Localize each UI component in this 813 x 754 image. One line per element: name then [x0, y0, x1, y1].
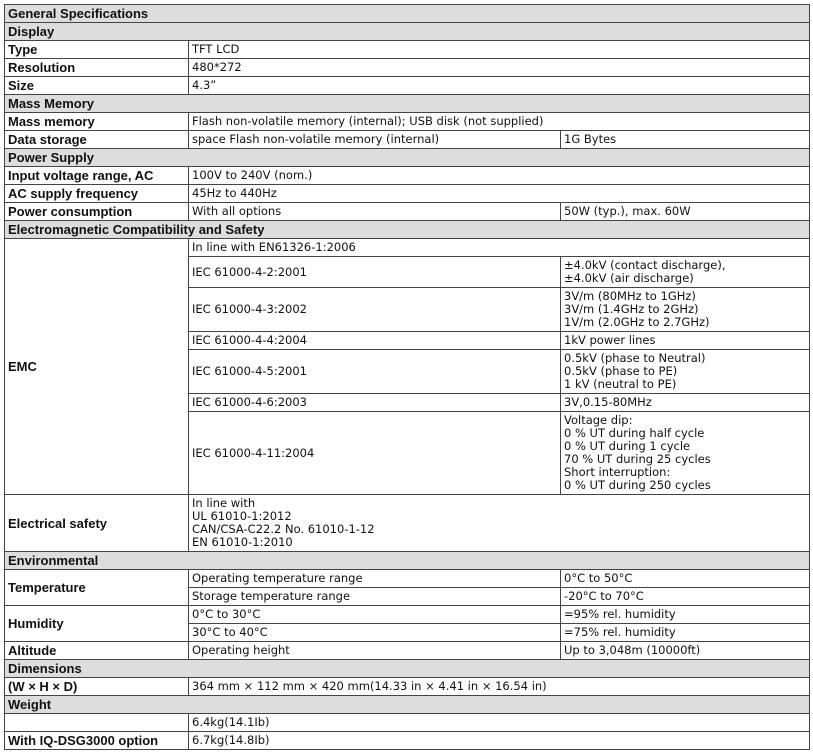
table-row	[5, 714, 810, 732]
value-line: 1V/m (2.0GHz to 2.7GHz)	[564, 315, 710, 329]
row-label: Resolution	[5, 59, 189, 77]
row-value: Up to 3,048m (10000ft)	[561, 642, 810, 660]
row-description: 30°C to 40°C	[189, 624, 561, 642]
value-line: 0.5kV (phase to Neutral)	[564, 351, 706, 365]
section-dimensions: Dimensions	[5, 660, 810, 678]
standard-value	[561, 412, 810, 495]
table-row	[5, 732, 810, 750]
row-value: 480*272	[189, 59, 810, 77]
row-label: Mass memory	[5, 113, 189, 131]
value-line: 0.5kV (phase to PE)	[564, 364, 678, 378]
value-line: CAN/CSA-C22.2 No. 61010-1-12	[192, 522, 375, 536]
row-value: TFT LCD	[189, 41, 810, 59]
value-line: 0 % UT during 1 cycle	[564, 439, 691, 453]
row-description: Operating temperature range	[189, 570, 561, 588]
row-label: (W × H × D)	[5, 678, 189, 696]
value-line: EN 61010-1:2010	[192, 535, 293, 549]
row-description: Operating height	[189, 642, 561, 660]
table-row	[5, 131, 810, 149]
standard-name: IEC 61000-4-11:2004	[189, 412, 561, 495]
section-display: Display	[5, 23, 810, 41]
table-row	[5, 41, 810, 59]
standard-value	[561, 350, 810, 394]
row-value: 50W (typ.), max. 60W	[561, 203, 810, 221]
row-label: Power consumption	[5, 203, 189, 221]
spec-table	[4, 4, 810, 750]
table-row	[5, 239, 810, 257]
section-emc-safety: Electromagnetic Compatibility and Safety	[5, 221, 810, 239]
row-label: Size	[5, 77, 189, 95]
row-value: 1G Bytes	[561, 131, 810, 149]
value-line: 3V/m (80MHz to 1GHz)	[564, 289, 696, 303]
row-value: In line with EN61326-1:2006	[189, 239, 810, 257]
table-row	[5, 495, 810, 552]
table-row	[5, 77, 810, 95]
value-line: UL 61010-1:2012	[192, 509, 292, 523]
table-row	[5, 185, 810, 203]
value-line: 0 % UT during half cycle	[564, 426, 705, 440]
standard-name: IEC 61000-4-6:2003	[189, 394, 561, 412]
row-label: Electrical safety	[5, 495, 189, 552]
row-label: EMC	[5, 239, 189, 495]
row-value: 4.3”	[189, 77, 810, 95]
row-value: 100V to 240V (nom.)	[189, 167, 810, 185]
standard-value	[561, 257, 810, 288]
row-value: =95% rel. humidity	[561, 606, 810, 624]
section-environmental: Environmental	[5, 552, 810, 570]
table-title: General Specifications	[5, 5, 810, 23]
table-row	[5, 59, 810, 77]
value-line: 1 kV (neutral to PE)	[564, 377, 677, 391]
row-label: With IQ-DSG3000 option	[5, 732, 189, 750]
row-label: Humidity	[5, 606, 189, 642]
row-label	[5, 714, 189, 732]
section-power-supply: Power Supply	[5, 149, 810, 167]
value-line: 0 % UT during 250 cycles	[564, 478, 711, 492]
standard-name: IEC 61000-4-3:2002	[189, 288, 561, 332]
row-value: 6.7kg(14.8Ib)	[189, 732, 810, 750]
value-line: Short interruption:	[564, 465, 671, 479]
row-value: 45Hz to 440Hz	[189, 185, 810, 203]
value-line: ±4.0kV (air discharge)	[564, 271, 694, 285]
row-value: Flash non-volatile memory (internal); USB disk (not supplied)	[189, 113, 810, 131]
table-row	[5, 678, 810, 696]
row-value	[189, 495, 810, 552]
row-description: Storage temperature range	[189, 588, 561, 606]
row-description: space Flash non-volatile memory (internal)	[189, 131, 561, 149]
value-line: 70 % UT during 25 cycles	[564, 452, 711, 466]
row-value: =75% rel. humidity	[561, 624, 810, 642]
row-label: AC supply frequency	[5, 185, 189, 203]
table-row	[5, 642, 810, 660]
row-description: 0°C to 30°C	[189, 606, 561, 624]
standard-value: 1kV power lines	[561, 332, 810, 350]
value-line: Voltage dip:	[564, 413, 633, 427]
row-label: Altitude	[5, 642, 189, 660]
value-line: 3V/m (1.4GHz to 2GHz)	[564, 302, 699, 316]
table-row	[5, 167, 810, 185]
table-row	[5, 203, 810, 221]
standard-value: 3V,0.15-80MHz	[561, 394, 810, 412]
table-row	[5, 606, 810, 624]
row-label: Temperature	[5, 570, 189, 606]
row-label: Data storage	[5, 131, 189, 149]
row-value: -20°C to 70°C	[561, 588, 810, 606]
section-weight: Weight	[5, 696, 810, 714]
table-row	[5, 570, 810, 588]
row-label: Type	[5, 41, 189, 59]
row-label: Input voltage range, AC	[5, 167, 189, 185]
standard-name: IEC 61000-4-5:2001	[189, 350, 561, 394]
standard-value	[561, 288, 810, 332]
section-mass-memory: Mass Memory	[5, 95, 810, 113]
value-line: In line with	[192, 496, 256, 510]
standard-name: IEC 61000-4-2:2001	[189, 257, 561, 288]
row-description: With all options	[189, 203, 561, 221]
value-line: ±4.0kV (contact discharge),	[564, 258, 726, 272]
row-value: 364 mm × 112 mm × 420 mm(14.33 in × 4.41 in × 16.54 in)	[189, 678, 810, 696]
row-value: 6.4kg(14.1Ib)	[189, 714, 810, 732]
table-row	[5, 113, 810, 131]
row-value: 0°C to 50°C	[561, 570, 810, 588]
standard-name: IEC 61000-4-4:2004	[189, 332, 561, 350]
